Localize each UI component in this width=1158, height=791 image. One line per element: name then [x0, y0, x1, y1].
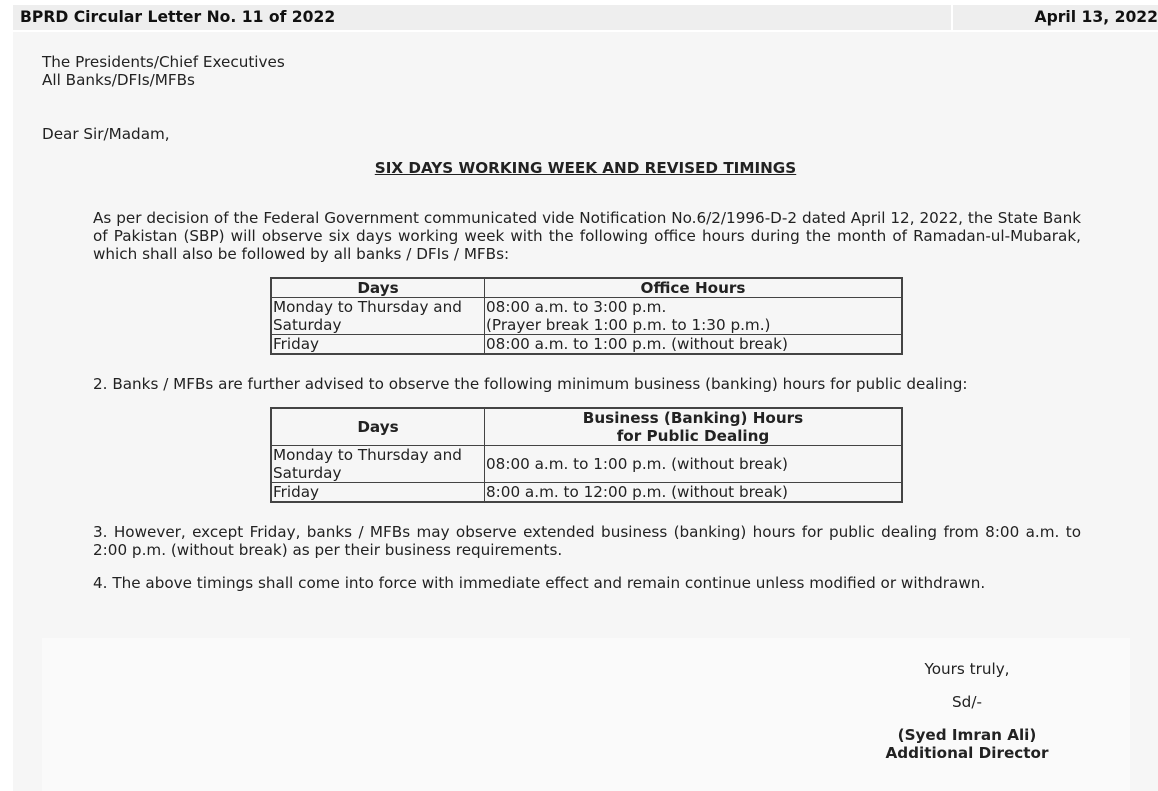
cell-days: Monday to Thursday and Saturday	[271, 446, 485, 483]
table-row	[271, 335, 902, 355]
cell-hours: 8:00 a.m. to 12:00 p.m. (without break)	[485, 483, 903, 503]
signed-mark: Sd/-	[952, 693, 982, 711]
circular-date-bar	[953, 5, 1158, 30]
signatory-name: (Syed Imran Ali)	[897, 726, 1037, 744]
office-hours-table	[270, 277, 903, 355]
cell-hours	[485, 298, 903, 335]
circular-date: April 13, 2022	[1034, 8, 1158, 26]
cell-days: Monday to Thursday and Saturday	[271, 298, 485, 335]
col-header-office-hours: Office Hours	[485, 278, 903, 298]
cell-hours: 08:00 a.m. to 1:00 p.m. (without break)	[485, 446, 903, 483]
col-header-days: Days	[271, 408, 485, 446]
cell-days: Friday	[271, 335, 485, 355]
table-header-row	[271, 408, 902, 446]
header-line-1: Business (Banking) Hours	[582, 409, 804, 427]
table-row	[271, 446, 902, 483]
letter-body	[13, 32, 1158, 791]
closing: Yours truly,	[924, 660, 1010, 678]
subject-heading: SIX DAYS WORKING WEEK AND REVISED TIMINGS	[374, 159, 797, 177]
signatory-designation: Additional Director	[885, 744, 1049, 762]
paragraph-1: As per decision of the Federal Government communicated vide Notification No.6/2/1996-D-2 dated April 12, 2022, the State Bank of Pakistan (SBP) will observe six days working week with the following office hours during the month of Ramadan-ul-Mubarak, which shall also be followed by all banks / DFIs / MFBs:	[93, 209, 1081, 263]
circular-title: BPRD Circular Letter No. 11 of 2022	[20, 8, 336, 26]
paragraph-2: 2. Banks / MFBs are further advised to observe the following minimum business (banking) hours for public dealing:	[93, 375, 968, 393]
paragraph-4: 4. The above timings shall come into force with immediate effect and remain continue unless modified or withdrawn.	[93, 574, 986, 592]
signature-block	[42, 638, 1130, 791]
recipient-line-1: The Presidents/Chief Executives	[42, 53, 285, 71]
circular-title-bar	[13, 5, 951, 30]
paragraph-3: 3. However, except Friday, banks / MFBs may observe extended business (banking) hours for public dealing from 8:00 a.m. to 2:00 p.m. (without break) as per their business requirements.	[93, 523, 1081, 559]
salutation: Dear Sir/Madam,	[42, 125, 170, 143]
col-header-days: Days	[271, 278, 485, 298]
cell-days: Friday	[271, 483, 485, 503]
business-hours-table	[270, 407, 903, 503]
table-row	[271, 483, 902, 503]
recipient-line-2: All Banks/DFIs/MFBs	[42, 71, 195, 89]
col-header-business-hours	[485, 408, 903, 446]
cell-hours: 08:00 a.m. to 1:00 p.m. (without break)	[485, 335, 903, 355]
hours-line: 08:00 a.m. to 3:00 p.m.	[486, 298, 667, 316]
table-header-row	[271, 278, 902, 298]
header-line-2: for Public Dealing	[616, 427, 770, 445]
prayer-break-line: (Prayer break 1:00 p.m. to 1:30 p.m.)	[486, 316, 771, 334]
table-row	[271, 298, 902, 335]
